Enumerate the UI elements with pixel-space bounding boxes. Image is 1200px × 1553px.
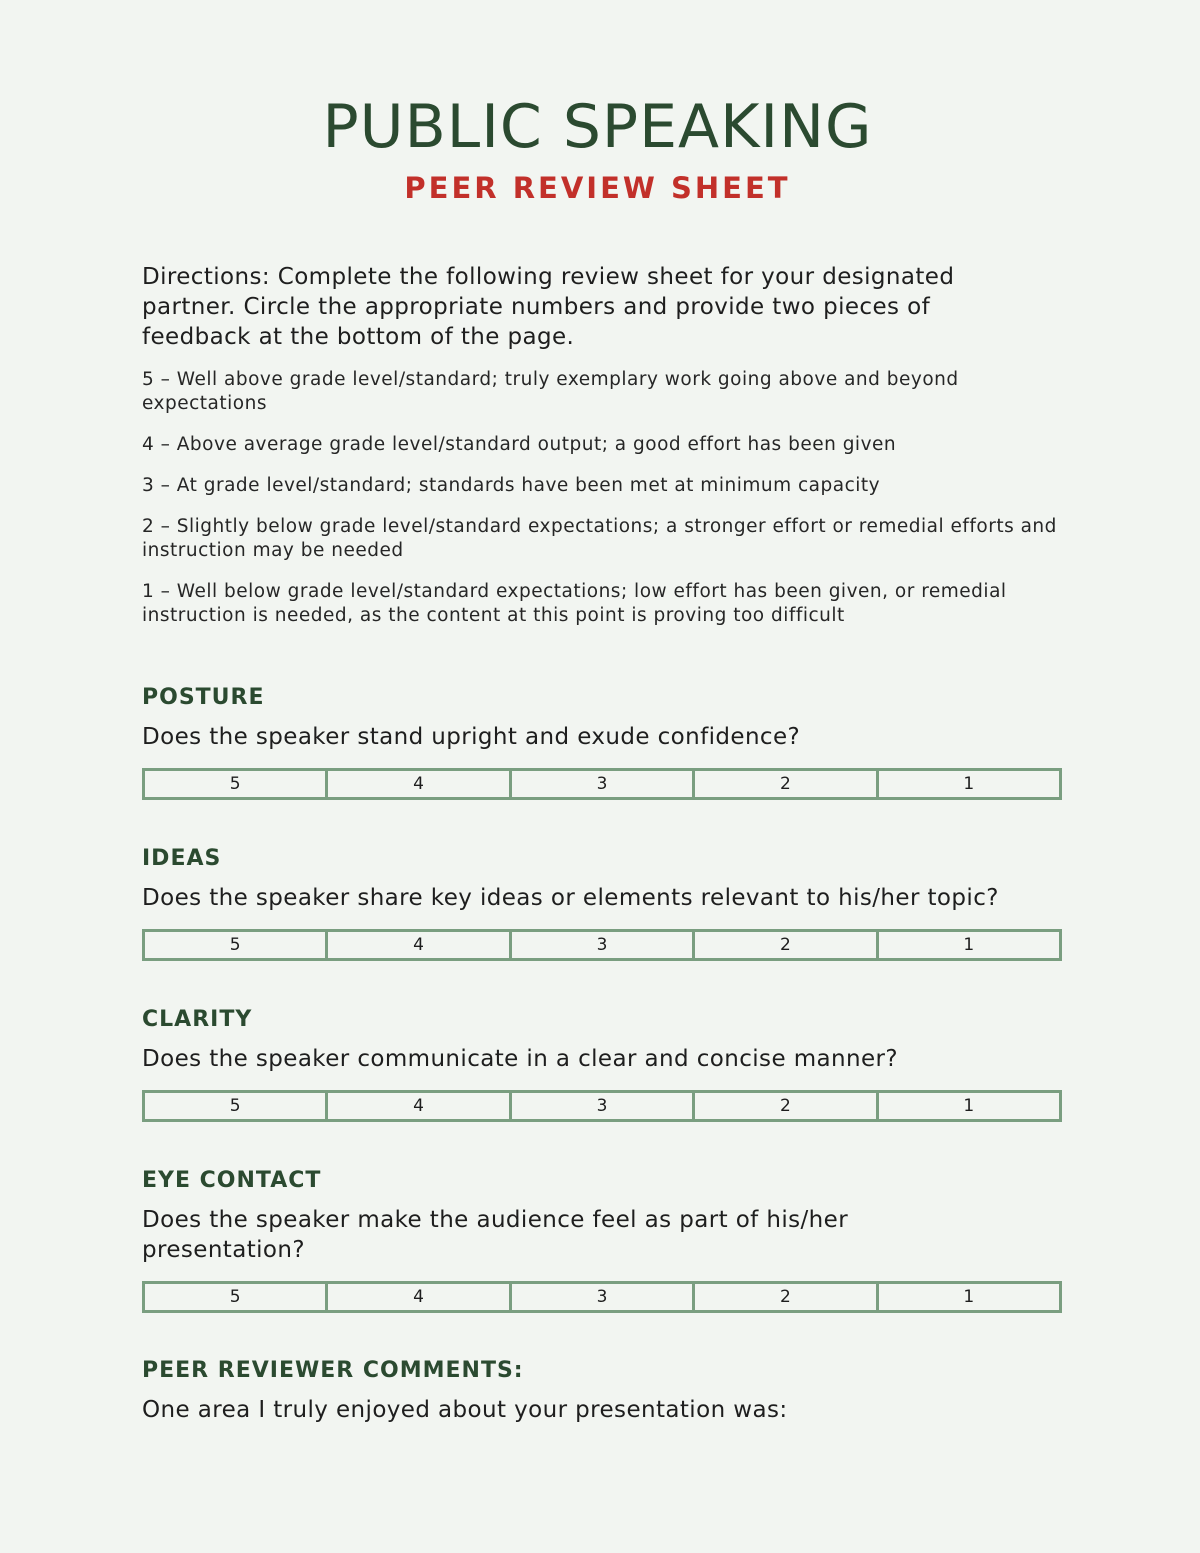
question-ideas: Does the speaker share key ideas or elements relevant to his/her topic? (142, 885, 999, 911)
section-heading-eye-contact: EYE CONTACT (142, 1168, 322, 1193)
rating-option-2[interactable]: 2 (694, 931, 877, 960)
rating-option-5[interactable]: 5 (144, 1283, 327, 1312)
section-heading-posture: POSTURE (142, 685, 265, 710)
section-heading-ideas: IDEAS (142, 846, 222, 871)
rating-option-4[interactable]: 4 (327, 931, 510, 960)
scale-item-5: 5 – Well above grade level/standard; truly exemplary work going above and beyond expectations (142, 369, 959, 414)
section-heading-comments: PEER REVIEWER COMMENTS: (142, 1358, 524, 1383)
rating-option-5[interactable]: 5 (144, 770, 327, 799)
section-heading-clarity: CLARITY (142, 1007, 253, 1032)
rating-option-4[interactable]: 4 (327, 1283, 510, 1312)
rating-option-2[interactable]: 2 (694, 1283, 877, 1312)
rating-option-5[interactable]: 5 (144, 1092, 327, 1121)
rating-table-clarity (142, 1090, 1062, 1122)
scale-item-2: 2 – Slightly below grade level/standard expectations; a stronger effort or remedial efforts and instruction may be needed (142, 516, 1057, 561)
rating-option-3[interactable]: 3 (510, 1092, 693, 1121)
rating-option-3[interactable]: 3 (510, 1283, 693, 1312)
rating-option-2[interactable]: 2 (694, 770, 877, 799)
rating-option-1[interactable]: 1 (877, 931, 1060, 960)
rating-option-1[interactable]: 1 (877, 770, 1060, 799)
rating-option-4[interactable]: 4 (327, 1092, 510, 1121)
rating-option-3[interactable]: 3 (510, 770, 693, 799)
rating-option-1[interactable]: 1 (877, 1283, 1060, 1312)
rating-table-posture (142, 768, 1062, 800)
scale-item-1: 1 – Well below grade level/standard expectations; low effort has been given, or remedial instruction is needed, as the content at this point is proving too difficult (142, 581, 1007, 626)
comments-prompt: One area I truly enjoyed about your presentation was: (142, 1397, 788, 1423)
directions-text: Directions: Complete the following review sheet for your designated partner. Circle the appropriate numbers and provide two pieces of feedback at the bottom of the page. (142, 264, 955, 350)
question-clarity: Does the speaker communicate in a clear and concise manner? (142, 1046, 898, 1072)
rating-option-3[interactable]: 3 (510, 931, 693, 960)
rating-scale-list (142, 368, 1062, 645)
question-eye-contact: Does the speaker make the audience feel as part of his/her presentation? (142, 1207, 849, 1263)
page-title: PUBLIC SPEAKING (322, 92, 873, 162)
rating-option-5[interactable]: 5 (144, 931, 327, 960)
scale-item-3: 3 – At grade level/standard; standards have been met at minimum capacity (142, 475, 881, 496)
scale-item-4: 4 – Above average grade level/standard output; a good effort has been given (142, 434, 897, 455)
rating-table-eye-contact (142, 1281, 1062, 1313)
rating-option-1[interactable]: 1 (877, 1092, 1060, 1121)
page-subtitle: PEER REVIEW SHEET (404, 171, 791, 205)
rating-table-ideas (142, 929, 1062, 961)
rating-option-4[interactable]: 4 (327, 770, 510, 799)
rating-option-2[interactable]: 2 (694, 1092, 877, 1121)
question-posture: Does the speaker stand upright and exude confidence? (142, 724, 801, 750)
